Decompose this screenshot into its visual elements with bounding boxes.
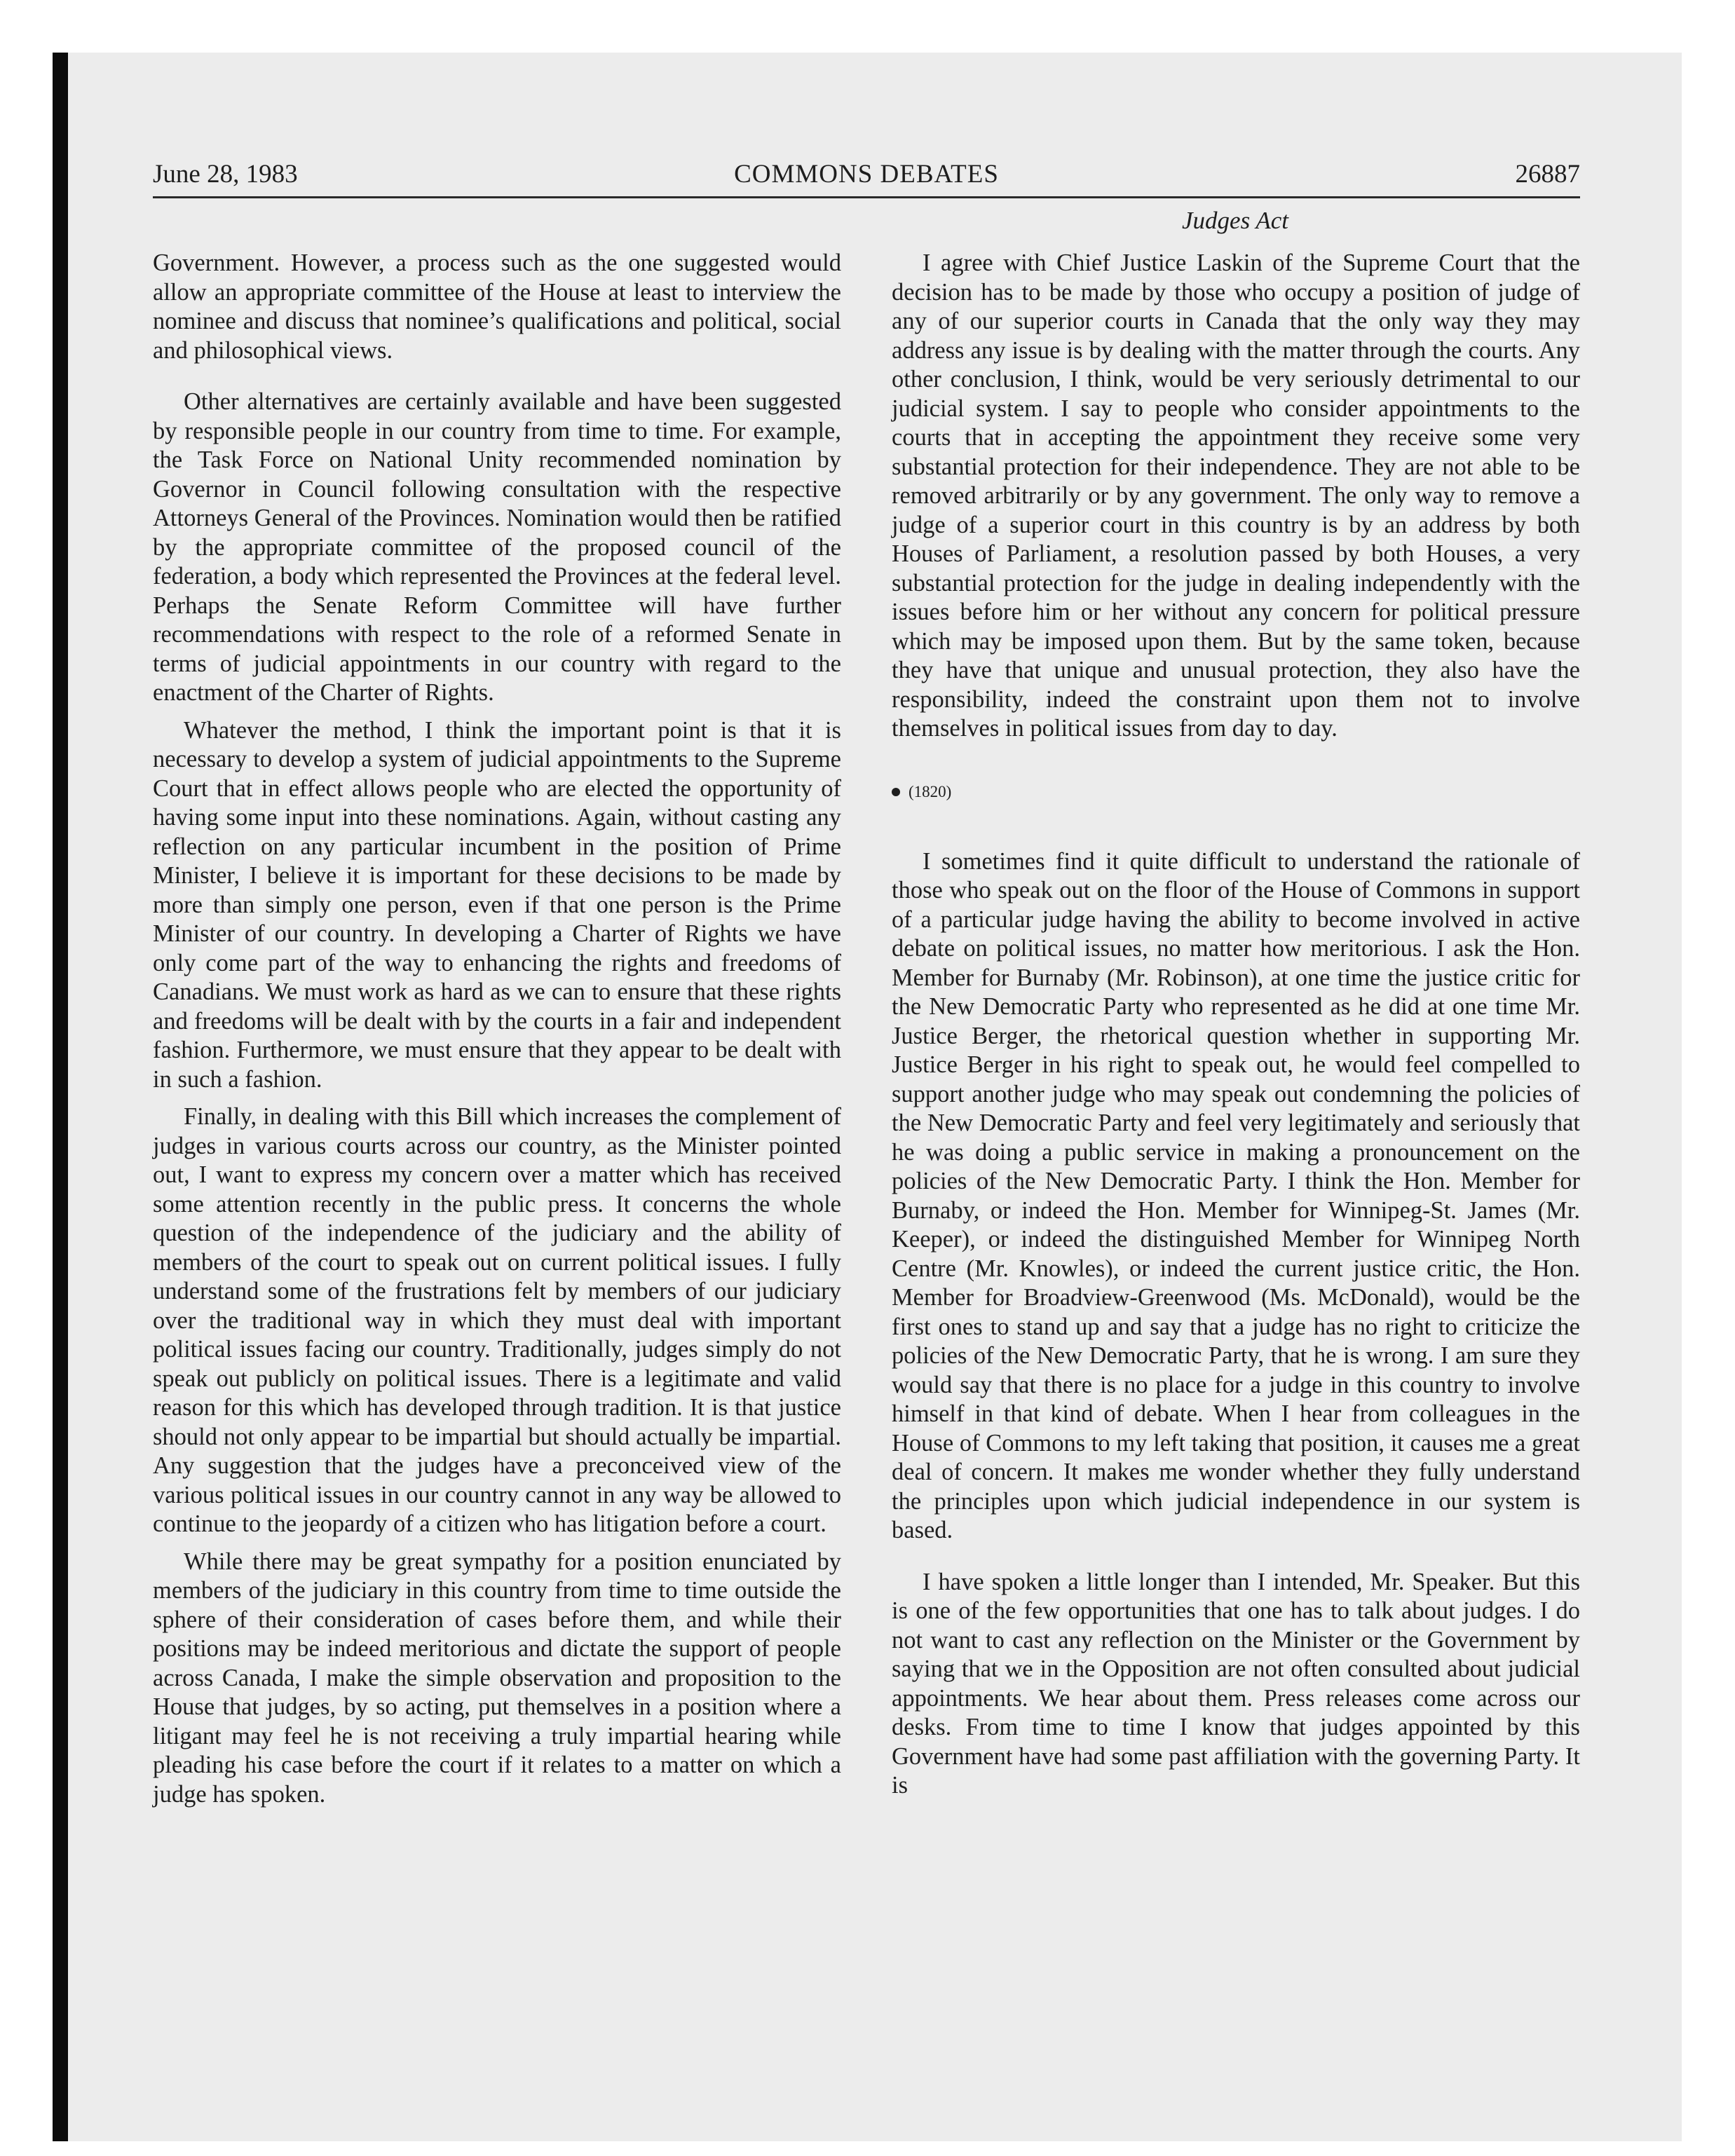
paragraph: I agree with Chief Justice Laskin of the Supreme Court that the decision has to be made by those who occupy a position of judge of any of our superior courts in Canada that the only way they may address any issue is by dealing with the matter through the courts. Any other conclusion, I think, would be very seriously detrimental to our judicial system. I say to people who consider appointments to the courts that in accepting the appointment they receive some very substantial protection for their independence. They are not able to be removed arbitrarily or by any government. The only way to remove a judge of a superior court in this country is by an address by both Houses of Parliament, a resolution passed by both Houses, a very substantial protection for the judge in dealing independently with the issues before him or her without any concern for political pressure which may be imposed upon them. But by the same token, because they have that unique and unusual protection, they also have the responsibility, indeed the constraint upon them not to involve themselves in political issues from day to day. (892, 250, 1580, 742)
paragraph: Finally, in dealing with this Bill which increases the complement of judges in various courts across our country, as the Minister pointed out, I want to express my concern over a matter which has received some attention recently in the public press. It concerns the whole question of the independence of the judiciary and the ability of members of the court to speak out on current political issues. I fully understand some of the frustrations felt by members of our judiciary over the traditional way in which they must deal with important political issues facing our country. Traditionally, judges simply do not speak out publicly on political issues. There is a legitimate and valid reason for this which has developed through tradition. It is that justice should not only appear to be impartial but should actually be impartial. Any suggestion that the judges have a preconceived view of the various political issues in our country cannot in any way be allowed to continue to the jeopardy of a citizen who has litigation before a court. (153, 1103, 841, 1537)
paragraph: Other alternatives are certainly available and have been suggested by responsible people in our country from time to time. For example, the Task Force on National Unity recommended nomination by Governor in Council following consultation with the respective Attorneys General of the Provinces. Nomination would then be ratified by the appropriate committee of the proposed council of the federation, a body which represented the Provinces at the federal level. Perhaps the Senate Reform Committee will have further recommendations with respect to the role of a reformed Senate in terms of judicial appointments in our country with regard to the enactment of the Charter of Rights. (153, 388, 841, 706)
time-marker-label: (1820) (909, 782, 952, 800)
header-date: June 28, 1983 (153, 160, 298, 189)
subject-heading: Judges Act (1182, 207, 1288, 234)
bullet-dot-icon (892, 788, 900, 796)
right-column (892, 249, 1580, 1801)
running-header (153, 153, 1580, 198)
publication-title: COMMONS DEBATES (734, 160, 999, 189)
paragraph: While there may be great sympathy for a position enunciated by members of the judiciary in this country from time to time outside the sphere of their consideration of cases before them, and while their positions may be indeed meritorious and dictate the support of people across Canada, I make the simple observation and proposition to the House that judges, by so acting, put themselves in a position where a litigant may feel he is not receiving a truly impartial hearing while pleading his case before the court if it relates to a matter on which a judge has spoken. (153, 1548, 841, 1808)
paragraph: Whatever the method, I think the important point is that it is necessary to develop a system of judicial appointments to the Supreme Court that in effect allows people who are elected the opportunity of having some input into these nominations. Again, without casting any reflection on any particular incumbent in the position of Prime Minister, I believe it is important for these decisions to be made by more than simply one person, even if that one person is the Prime Minister of our country. In developing a Charter of Rights we have only come part of the way to enhancing the rights and freedoms of Canadians. We must work as hard as we can to ensure that these rights and freedoms will be dealt with by the courts in a fair and independent fashion. Furthermore, we must ensure that they appear to be dealt with in such a fashion. (153, 716, 841, 1093)
paragraph: I have spoken a little longer than I intended, Mr. Speaker. But this is one of the few opportunities that one has to talk about judges. I do not want to cast any reflection on the Minister or the Government by saying that we in the Opposition are not often consulted about judicial appointments. We hear about them. Press releases come across our desks. From time to time I know that judges appointed by this Government have had some past affiliation with the governing Party. It is (892, 1568, 1580, 1799)
time-marker (892, 782, 1580, 803)
scan-binding-edge (53, 53, 68, 2141)
page-number: 26887 (1515, 160, 1580, 189)
paragraph: I sometimes find it quite difficult to understand the rationale of those who speak out on the floor of the House of Commons in support of a particular judge having the ability to become involved in active debate on political issues, no matter how meritorious. I ask the Hon. Member for Burnaby (Mr. Robinson), at one time the justice critic for the New Democratic Party who represented as he did at one time Mr. Justice Berger, the rhetorical question whether in supporting Mr. Justice Berger in his right to speak out, he would feel compelled to support another judge who may speak out condemning the policies of the New Democratic Party and feel very legitimately and seriously that he was doing a public service in making a pronouncement on the policies of the New Democratic Party. I think the Hon. Member for Burnaby, or indeed the Hon. Member for Winnipeg-St. James (Mr. Keeper), or indeed the distinguished Member for Winnipeg North Centre (Mr. Knowles), or indeed the current justice critic, the Hon. Member for Broadview-Greenwood (Ms. McDonald), would be the first ones to stand up and say that a judge has no right to criticize the policies of the New Democratic Party, that he is wrong. I am sure they would say that there is no place for a judge in this country to involve himself in that kind of debate. When I hear from colleagues in the House of Commons to my left taking that position, it causes me a great deal of concern. It makes me wonder whether they fully understand the principles upon which judicial independence in our system is based. (892, 847, 1580, 1543)
left-column (153, 249, 841, 1809)
paragraph: Government. However, a process such as the one suggested would allow an appropriate committee of the House at least to interview the nominee and discuss that nominee’s qualifications and political, social and philosophical views. (153, 250, 841, 364)
